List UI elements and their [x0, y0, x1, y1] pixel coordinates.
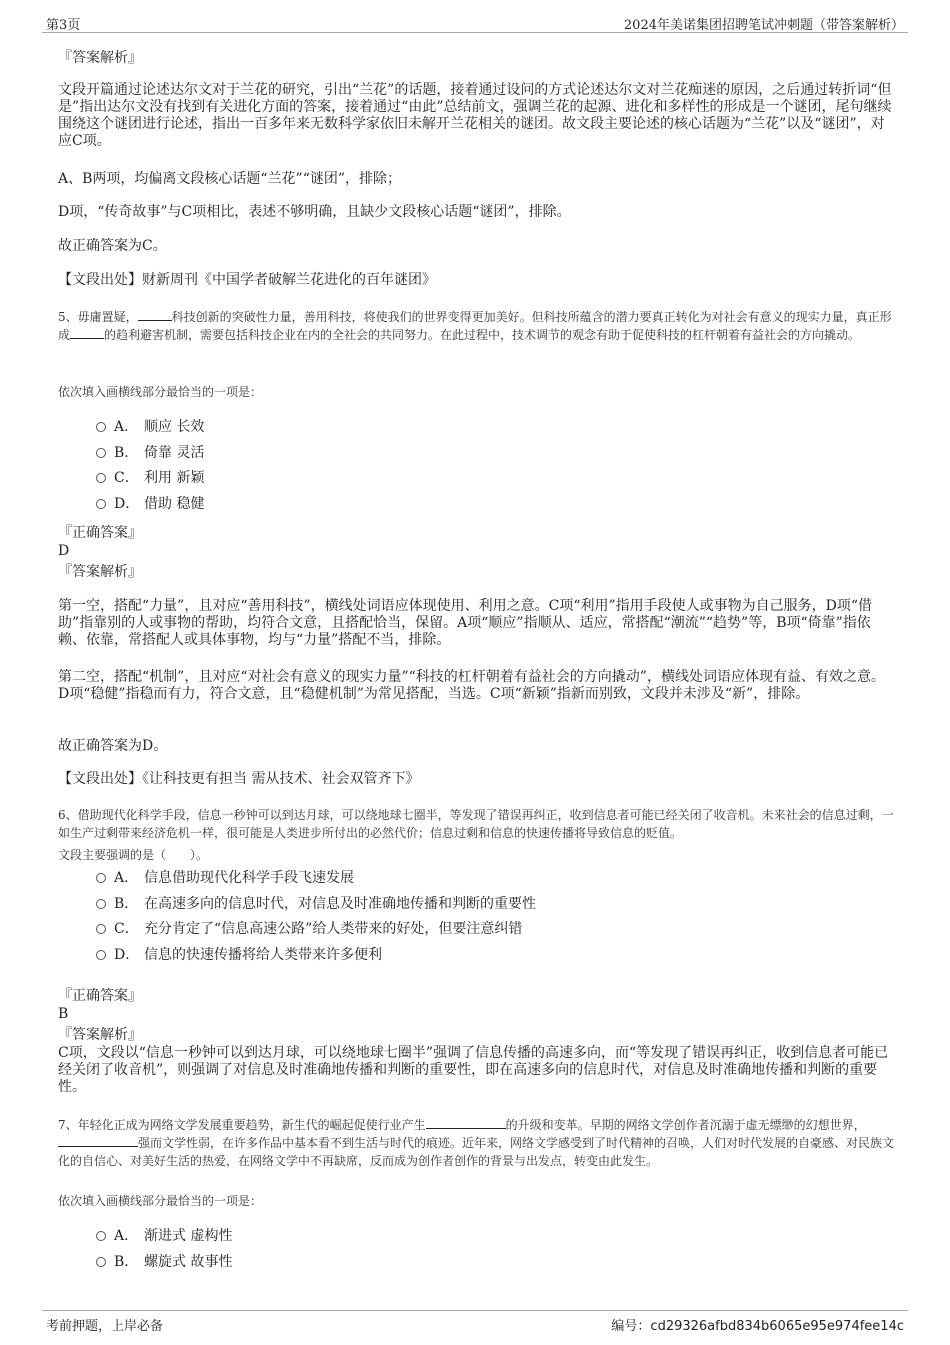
- document-title: 2024年美诺集团招聘笔试冲刺题（带答案解析）: [623, 18, 904, 33]
- q4-analysis-p3: D项，“传奇故事”与C项相比，表述不够明确，且缺少文段核心话题“谜团”，排除。: [58, 204, 571, 220]
- q6-stem: 6、借助现代化科学手段，信息一秒钟可以到达月球，可以绕地球七圈半，等发现了错误再纠正，收到信息者可能已经关闭了收音机。未来社会的信息过剩，一如生产过剩带来经济危机一样，很可能是人类进步所付出的必然代价；信息过剩和信息的快速传播将导致信息的贬值。: [58, 808, 894, 840]
- radio-icon[interactable]: [96, 950, 106, 960]
- q7-prompt: 依次填入画横线部分最恰当的一项是：: [58, 1194, 263, 1208]
- q4-analysis-p4: 故正确答案为C。: [58, 238, 167, 254]
- q5-analysis-title: 『答案解析』: [58, 564, 142, 580]
- q5-stem: 5、毋庸置疑， 科技创新的突破性力量，善用科技，将使我们的世界变得更加美好。但科技所蕴含的潜力要真正转化为对社会有意义的现实力量，真正形成 的趋利避害机制，需要包括科技企业在内的全社会的共同努力。在此过程中，技术调节的观念有助于促使科技的杠杆朝着有益社会的方向撬动。: [58, 310, 892, 342]
- q5-analysis-p2: 第二空，搭配“机制”，且对应“对社会有意义的现实力量”“科技的杠杆朝着有益社会的方向撬动”，横线处词语应体现有益、有效之意。D项“稳健”指稳而有力，符合文意，且“稳健机制”为常见搭配，当选。C项“新颖”指新而别致，文段并未涉及“新”，排除。: [58, 669, 885, 702]
- q5-option-c[interactable]: C． 利用 新颖: [96, 469, 204, 487]
- q7-option-a[interactable]: A． 渐进式 虚构性: [96, 1227, 232, 1245]
- q6-option-c[interactable]: C． 充分肯定了“信息高速公路”给人类带来的好处，但要注意纠错: [96, 920, 522, 938]
- q6-answer-title: 『正确答案』: [58, 988, 142, 1004]
- q5-option-d[interactable]: D． 借助 稳健: [96, 495, 204, 513]
- radio-icon[interactable]: [96, 1231, 106, 1241]
- q6-answer: B: [58, 1006, 69, 1022]
- q5-answer-title: 『正确答案』: [58, 525, 142, 541]
- blank-1: [138, 320, 172, 321]
- q6-option-a[interactable]: A． 信息借助现代化科学手段飞速发展: [96, 869, 354, 887]
- q4-source: 【文段出处】财新周刊《中国学者破解兰花进化的百年谜团》: [58, 272, 436, 288]
- q5-option-b[interactable]: B． 倚靠 灵活: [96, 444, 204, 462]
- page-number: 第3页: [46, 18, 81, 33]
- document-code: 编号：cd29326afbd834b6065e95e974fee14c: [611, 1319, 904, 1334]
- blank-1: [426, 1128, 506, 1129]
- q6-analysis-p1: C项，文段以“信息一秒钟可以到达月球，可以绕地球七圈半”强调了信息传播的高速多向，而“等发现了错误再纠正，收到信息者可能已经关闭了收音机”，则强调了对信息及时准确地传播和判断的重要性，即在高速多向的信息时代，对信息及时准确地传播和判断的重要性。: [58, 1045, 889, 1095]
- radio-icon[interactable]: [96, 873, 106, 883]
- q5-analysis-p3: 故正确答案为D。: [58, 738, 168, 754]
- q7-stem: 7、年轻化正成为网络文学发展重要趋势，新生代的崛起促使行业产生 的升级和变革。早期的网络文学创作者沉溺于虚无缥缈的幻想世界，强而文学性弱，在许多作品中基本看不到生活与时代的痕迹。近年来，网络文学感受到了时代精神的召唤，人们对时代发展的自豪感、对民族文化的自信心、对美好生活的热爱，在网络文学中不再缺席，反而成为创作者创作的背景与出发点，转变由此发生。: [58, 1118, 895, 1168]
- q5-prompt: 依次填入画横线部分最恰当的一项是：: [58, 385, 263, 399]
- q4-analysis-title: 『答案解析』: [58, 50, 142, 66]
- radio-icon[interactable]: [96, 422, 106, 432]
- q5-answer: D: [58, 543, 70, 559]
- q5-source: 【文段出处】《让科技更有担当 需从技术、社会双管齐下》: [58, 771, 420, 787]
- radio-icon[interactable]: [96, 473, 106, 483]
- radio-icon[interactable]: [96, 899, 106, 909]
- q6-analysis-title: 『答案解析』: [58, 1027, 142, 1043]
- radio-icon[interactable]: [96, 1257, 106, 1267]
- blank-2: [58, 1146, 138, 1147]
- blank-2: [70, 338, 104, 339]
- footer-slogan: 考前押题，上岸必备: [46, 1319, 164, 1334]
- radio-icon[interactable]: [96, 499, 106, 509]
- page-header: [42, 12, 908, 33]
- q6-question: 文段主要强调的是（ ）。: [58, 848, 209, 862]
- q7-option-b[interactable]: B． 螺旋式 故事性: [96, 1253, 232, 1271]
- q5-option-a[interactable]: A． 顺应 长效: [96, 418, 204, 436]
- q5-analysis-p1: 第一空，搭配“力量”，且对应“善用科技”，横线处词语应体现使用、利用之意。C项“利用”指用手段使人或事物为自己服务，D项“借助”指靠别的人或事物的帮助，均符合文意，且搭配恰当，保留。A项“顺应”指顺从、适应，常搭配“潮流”“趋势”等，B项“倚靠”指依赖、依靠，常搭配人或具体事物，均与“力量”搭配不当，排除。: [58, 598, 873, 648]
- page-footer: [42, 1310, 908, 1333]
- radio-icon[interactable]: [96, 924, 106, 934]
- q4-analysis-p1: 文段开篇通过论述达尔文对于兰花的研究，引出“兰花”的话题，接着通过设问的方式论述达尔文对兰花痴迷的原因，之后通过转折词“但是”指出达尔文没有找到有关进化方面的答案，接着通过“由此”总结前文，强调兰花的起源、进化和多样性的形成是一个谜团，尾句继续围绕这个谜团进行论述，指出一百多年来无数科学家依旧未解开兰花相关的谜团。故文段主要论述的核心话题为“兰花”以及“谜团”，对应C项。: [58, 82, 892, 149]
- q6-option-b[interactable]: B． 在高速多向的信息时代，对信息及时准确地传播和判断的重要性: [96, 895, 536, 913]
- q6-option-d[interactable]: D． 信息的快速传播将给人类带来许多便利: [96, 946, 382, 964]
- q4-analysis-p2: A、B两项，均偏离文段核心话题“兰花”“谜团”，排除；: [58, 171, 402, 187]
- radio-icon[interactable]: [96, 448, 106, 458]
